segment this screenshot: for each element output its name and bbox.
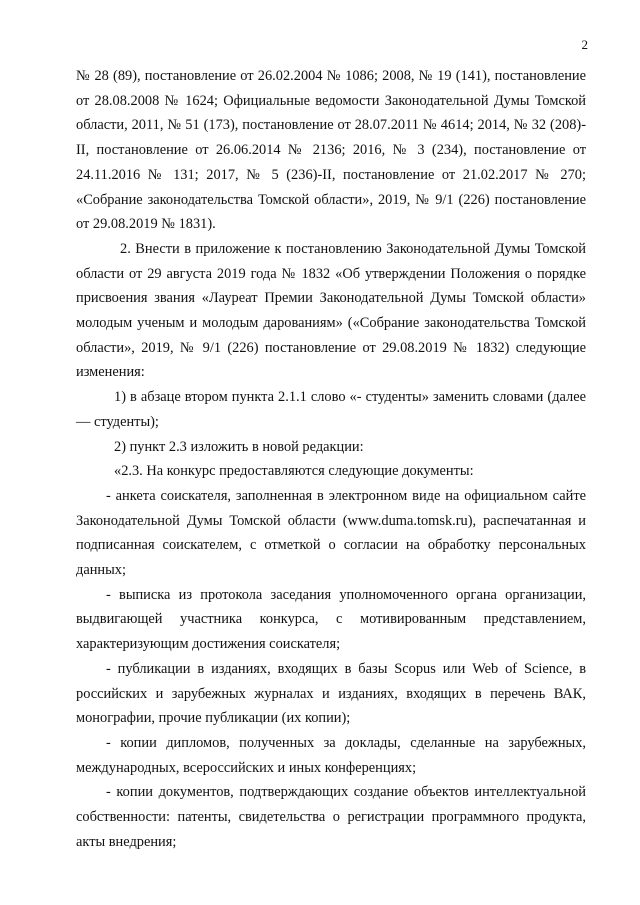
list-item-diplomas: - копии дипломов, полученных за доклады, сделанные на зарубежных, международных, всероссийских и иных конференциях;	[76, 734, 586, 776]
page-number: 2	[581, 37, 588, 52]
paragraph-subitem-2: 2) пункт 2.3 изложить в новой редакции:	[114, 438, 364, 455]
list-item-protocol-extract: - выписка из протокола заседания уполномоченного органа организации, выдвигающей участника конкурса, с мотивированным представлением, характеризующим достижения соискателя;	[76, 586, 586, 653]
paragraph-clause-2-3: «2.3. На конкурс предоставляются следующие документы:	[114, 463, 474, 480]
paragraph-item-2-amendments: 2. Внести в приложение к постановлению Законодательной Думы Томской области от 29 августа 2019 года № 1832 «Об утверждении Положения о порядке присвоения звания «Лауреат Премии Законодательной Думы Томской области» молодым ученым и молодым дарованиям» («Собрание законодательства Томской области», 2019, № 9/1 (226) постановление от 29.08.2019 № 1832) следующие изменения:	[76, 240, 586, 381]
document-body	[76, 64, 586, 855]
list-item-intellectual-property: - копии документов, подтверждающих создание объектов интеллектуальной собственности: патенты, свидетельства о регистрации программного продукта, акты внедрения;	[76, 784, 586, 850]
list-item-questionnaire: - анкета соискателя, заполненная в электронном виде на официальном сайте Законодательной Думы Томской области (www.duma.tomsk.ru), распечатанная и подписанная соискателем, с отметкой о согласии на обработку персональных данных;	[76, 487, 586, 579]
paragraph-subitem-1: 1) в абзаце втором пункта 2.1.1 слово «- студенты» заменить словами (далее — студенты);	[76, 389, 586, 430]
list-item-publications: - публикации в изданиях, входящих в базы Scopus или Web of Science, в российских и зарубежных журналах и изданиях, входящих в перечень ВАК, монографии, прочие публикации (их копии);	[76, 660, 586, 727]
paragraph-legal-references: № 28 (89), постановление от 26.02.2004 № 1086; 2008, № 19 (141), постановление от 28.08.2008 № 1624; Официальные ведомости Законодательной Думы Томской области, 2011, № 51 (173), постановление от 28.07.2011 № 4614; 2014, № 32 (208)-II, постановление от 26.06.2014 № 2136; 2016, № 3 (234), постановление от 24.11.2016 № 131; 2017, № 5 (236)-II, постановление от 21.02.2017 № 270; «Собрание законодательства Томской области», 2019, № 9/1 (226) постановление от 29.08.2019 № 1831).	[76, 68, 586, 233]
